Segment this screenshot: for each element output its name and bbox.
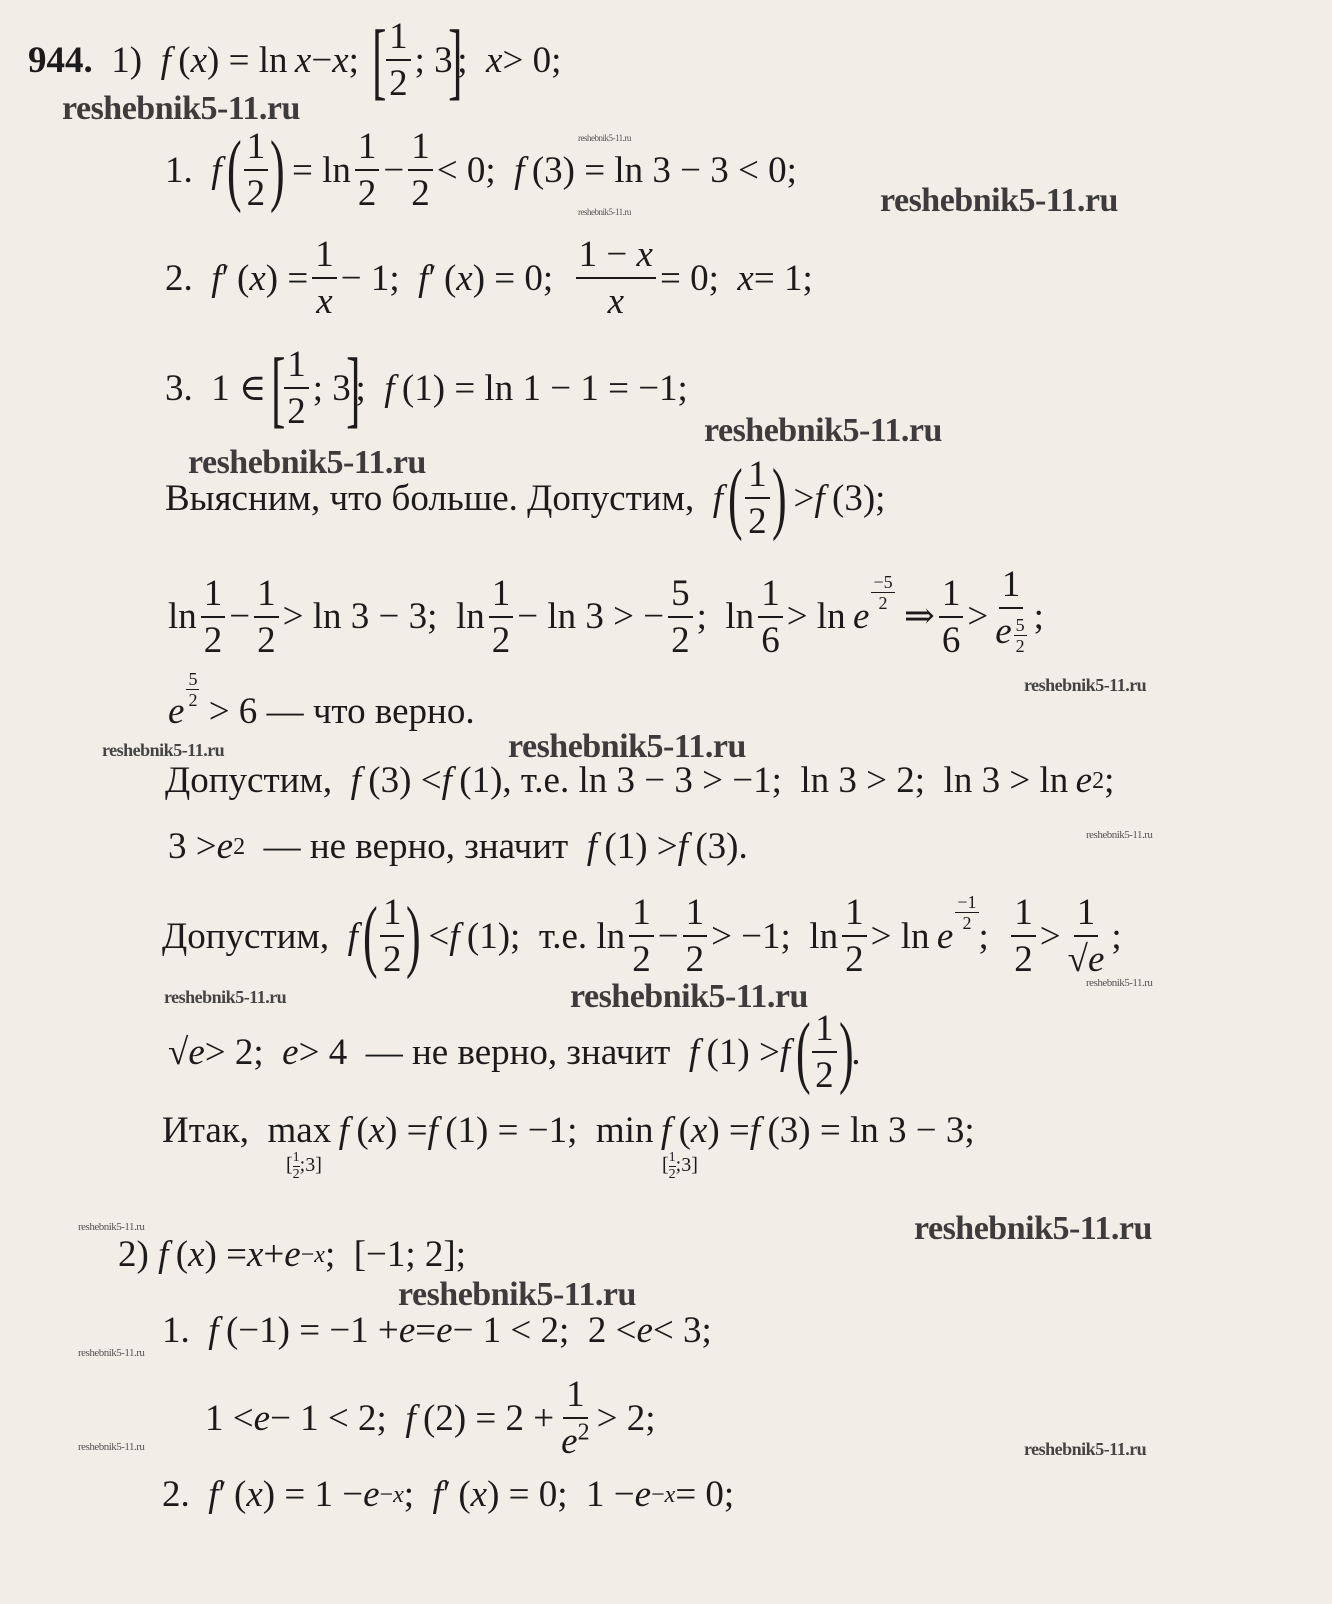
- compare-conclusion-2: 3 > e 2 — не верно, значит f (1) > f (3).: [168, 826, 748, 867]
- assume-text: Допустим,: [162, 915, 330, 957]
- not-true-text: — не верно, значит: [263, 826, 569, 867]
- watermark: reshebnik5-11.ru: [188, 444, 426, 481]
- watermark-small: reshebnik5-11.ru: [578, 133, 631, 143]
- watermark: reshebnik5-11.ru: [164, 987, 287, 1007]
- compare-intro: Выясним, что больше. Допустим, f ( $\frac{1}{2}$ ) > f (3);: [165, 454, 886, 542]
- total-text: Итак,: [162, 1110, 249, 1151]
- watermark: reshebnik5-11.ru: [570, 978, 808, 1015]
- compare-conclusion-1: e $\frac{5}{2}$ > 6 — что верно.: [168, 669, 475, 732]
- min-label: min: [595, 1110, 654, 1151]
- part-label: 2): [118, 1234, 149, 1275]
- max-label: max: [267, 1110, 332, 1151]
- true-text: — что верно.: [266, 691, 475, 732]
- problem-header: 944. 1) f ( x ) = ln x − x ; [ $\frac{1}{2}$ ; 3 ] ; x > 0;: [28, 11, 562, 108]
- part-2-step-1: 1. f (−1) = −1 + e = e − 1 < 2; 2 < e < 3;: [162, 1310, 712, 1351]
- watermark-small: reshebnik5-11.ru: [1086, 977, 1153, 989]
- result-max-min: Итак, max f ( x ) = f (1) = −1; min f ( x ) = f (3) = ln 3 − 3;: [162, 1110, 975, 1151]
- step-1-values: 1. f ( $\frac{1}{2}$ ) = ln $\frac{1}{2}$ − $\frac{1}{2}$ < 0; f (3) = ln 3 − 3 < 0;: [165, 126, 797, 214]
- step-3-critical: 3. 1 ∈ [ $\frac{1}{2}$ ; 3 ] ; f (1) = ln 1 − 1 = −1;: [165, 339, 688, 436]
- max-interval: [ $\frac{1}{2}$ ;3]: [286, 1150, 322, 1182]
- watermark: reshebnik5-11.ru: [102, 740, 225, 760]
- compare-f3-f1: Допустим, f (3) < f (1), т.е. ln 3 − 3 > −1; ln 3 > 2; ln 3 > ln e 2 ;: [165, 760, 1115, 801]
- watermark: reshebnik5-11.ru: [1024, 1439, 1147, 1459]
- watermark: reshebnik5-11.ru: [508, 728, 746, 765]
- not-true-text: — не верно, значит: [365, 1031, 671, 1073]
- part-2-step-1b: 1 < e − 1 < 2; f (2) = 2 + $\frac{1}{e^2}$ > 2;: [205, 1374, 656, 1462]
- part-2-step-2: 2. f ′ ( x ) = 1 − e −x ; f ′ ( x ) = 0; 1 − e −x = 0;: [162, 1474, 735, 1515]
- watermark-small: reshebnik5-11.ru: [578, 207, 631, 217]
- part-label: 1): [111, 39, 143, 81]
- watermark: reshebnik5-11.ru: [880, 182, 1118, 219]
- ie-text: т.е.: [538, 915, 588, 957]
- compare-conclusion-3: √ e > 2; e > 4 — не верно, значит f (1) > f ( $\frac{1}{2}$ ) .: [168, 1008, 861, 1096]
- watermark: reshebnik5-11.ru: [914, 1210, 1152, 1247]
- min-interval: [ $\frac{1}{2}$ ;3]: [662, 1150, 698, 1182]
- compare-derivation: ln $\frac{1}{2}$ − $\frac{1}{2}$ > ln 3 − 3; ln $\frac{1}{2}$ − ln 3 > − $\frac{5}{2}$ ; ln $\frac{1}{6}$ > ln e $\frac{-5}{2}$ ⇒ $\frac{1}{6}$ > 1 e $\frac{5}{2}$ ;: [168, 564, 1044, 661]
- assume-text: Допустим,: [165, 760, 333, 801]
- ie-text: т.е.: [520, 760, 570, 801]
- problem-number: 944.: [28, 39, 93, 81]
- step-2-derivative: 2. f ′ ( x ) = $\frac{1}{x}$ − 1; f ′ ( x ) = 0; $\frac{1 - x}{x}$ = 0; x = 1;: [165, 234, 813, 322]
- part-2-header: 2) f ( x ) = x + e −x ; [−1; 2];: [118, 1234, 467, 1275]
- watermark-small: reshebnik5-11.ru: [1086, 829, 1153, 841]
- watermark: reshebnik5-11.ru: [398, 1276, 636, 1313]
- watermark-small: reshebnik5-11.ru: [78, 1221, 145, 1233]
- watermark: reshebnik5-11.ru: [704, 412, 942, 449]
- compare-fhalf-f1: Допустим, f ( $\frac{1}{2}$ ) < f (1); т.е. ln $\frac{1}{2}$ − $\frac{1}{2}$ > −1; ln $\frac{1}{2}$ > ln e $\frac{-1}{2}$ ; $\frac{1}{2}$ > $\frac{1}{√e}$ ;: [162, 891, 1122, 980]
- watermark: reshebnik5-11.ru: [1024, 675, 1147, 695]
- watermark-small: reshebnik5-11.ru: [78, 1347, 145, 1359]
- watermark: reshebnik5-11.ru: [62, 90, 300, 127]
- watermark-small: reshebnik5-11.ru: [78, 1441, 145, 1453]
- compare-text: Выясним, что больше. Допустим,: [165, 477, 695, 519]
